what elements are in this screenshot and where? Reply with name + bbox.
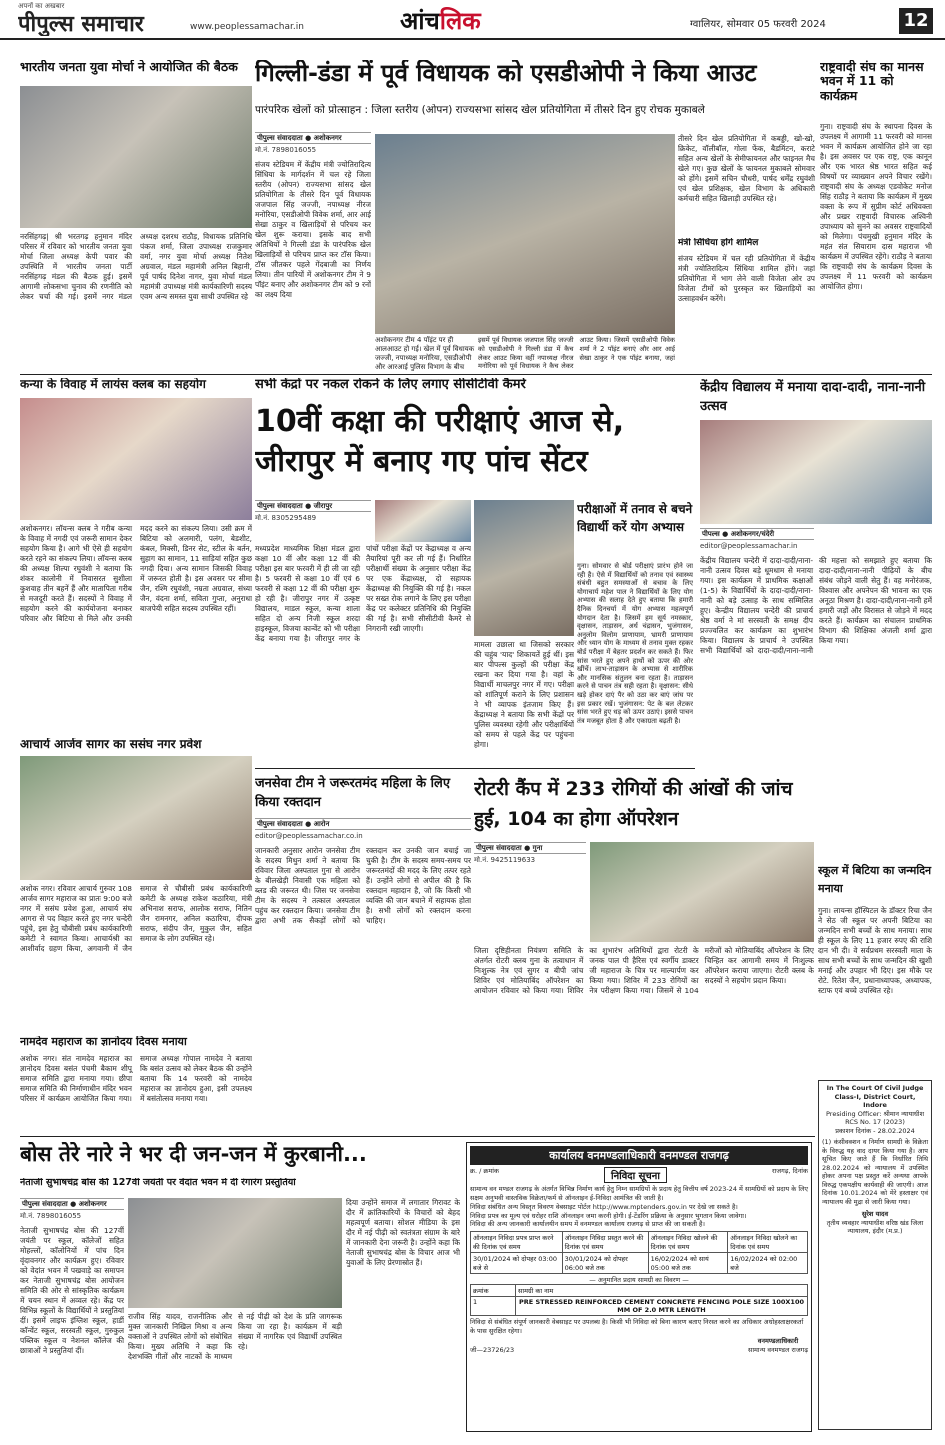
- court-title: In The Court Of Civil Judge Class-I, District Court, Indore: [826, 1084, 924, 1109]
- rotary-byline: पीपुल्स संवाददाता ● गुना: [474, 842, 586, 854]
- netaji-body-1: नेताजी सुभाषचंद्र बोस की 127वीं जयंती पर स्कूल, कॉलेजों सहित मोहल्लों, कॉलोनियों में पांच दिन वृंदावनगर और कार्यक्रम हुए। रविवार को वेदांत भवन में पखवाड़े का समापन कर नेताजी सुभाषचंद्र बोस आयोजन समिति की ओर से सांस्कृतिक कार्यक्रम में चयन स्थान में अव्वल रहे। केंद्र पर विभिन्न स्कूलों के विद्यार्थियों ने प्रस्तुतियां दीं। इसमें लाइफ इंग्लिश स्कूल, हार्डी कॉन्वेंट स्कूल, सरस्वती स्कूल, गुरुकुल पब्लिक स्कूल व नेशनल कॉलेज की छात्राओं ने प्रस्तुतियां दीं।: [20, 1226, 124, 1355]
- namdev-headline: नामदेव महाराज का ज्ञानोदय दिवस मनाया: [20, 1036, 187, 1048]
- page-number: 12: [899, 8, 933, 34]
- netaji-mobile: मो.नं. 7898016055: [20, 1212, 82, 1220]
- gilli-photo: [375, 134, 675, 334]
- arjav-headline: आचार्य आर्जव सागर का ससंघ नगर प्रवेश: [20, 738, 202, 751]
- bjym-photo: [20, 86, 252, 228]
- divider: [20, 374, 932, 375]
- arjav-photo: [20, 756, 252, 880]
- lions-headline: कन्या के विवाह में लायंस क्लब का सहयोग: [20, 378, 206, 391]
- court-sign: सुरेश यादव: [861, 1210, 889, 1218]
- rss-headline: राष्ट्रवादी संघ का मानस भवन में 11 को कार्यक्रम: [820, 60, 924, 103]
- bjym-headline: भारतीय जनता युवा मोर्चा ने आयोजित की बैठक: [20, 60, 238, 74]
- kv-headline: केंद्रीय विद्यालय में मनाया दादा-दादी, नाना-नानी उत्सव: [700, 380, 926, 414]
- bjym-body: नरसिंहगढ़| श्री भरतगढ़ हनुमान मंदिर परिसर में रविवार को भारतीय जनता युवा मोर्चा जिला अध्यक्ष केपी पवार की उपस्थिति में भारतीय जनता पार्टी नरसिंहगढ़ मंडल की बैठक हुई। इसमें आगामी लोकसभा चुनाव की रणनीति को लेकर चर्चा की गई। इसमें नगर मंडल अध्यक्ष दशरथ राठौड़, विधायक प्रतिनिधि पंकज शर्मा, जिला उपाध्यक्ष राजकुमार वर्मा, नगर युवा मोर्चा अध्यक्ष नितेश अग्रवाल, मंडल महामंत्री अनिल बिहानी, पूर्व पार्षद दिनेश नागर, युवा मोर्चा मंडल महामंत्री उपाध्यक्ष मंत्री कार्यकारिणी सदस्य एवम अन्य समस्त युवा साथी उपस्थित रहे: [20, 232, 252, 301]
- tender-list-label: — अनुमानित प्रदाय सामग्री का विवरण —: [589, 1275, 689, 1284]
- brand-tagline: अपनों का अखबार: [18, 2, 65, 10]
- court-notice: [818, 1080, 932, 1430]
- kv-photo: [700, 420, 932, 524]
- website-url[interactable]: www.peoplessamachar.in: [190, 22, 304, 32]
- netaji-subhead: नेताजी सुभाषचंद्र बोस की 127वीं जयंती पर वेदांत भवन में दीं रंगारंग प्रस्तुतियां: [20, 1178, 296, 1188]
- cctv-mobile: मो.नं. 8305295489: [255, 514, 317, 522]
- tender-intro: सामान्य वन मण्डल राजगढ़ के अंतर्गत विभिन्न निर्माण कार्य हेतु निम्न सामग्रियों के प्रदाय हेतु वित्तीय वर्ष 2023-24 में सामग्रियों को प्रदाय के लिए सक्षम अनुभवी वास्तविक विक्रेता/फर्म से ऑनलाइन ई-निविदा आमंत्रित की जाती है।: [470, 1185, 808, 1202]
- court-date: प्रकाशन दिनांक - 28.02.2024: [835, 1126, 915, 1135]
- court-sign-sub: तृतीय व्यवहार न्यायाधीश वरिष्ठ खंड जिला न्यायालय, इंदौर (म.प्र.): [826, 1218, 924, 1235]
- gilli-body-4: संजय स्टेडियम में चल रही प्रतियोगिता में केंद्रीय मंत्री ज्योतिरादित्य सिंधिया शामिल होंगे। जहां प्रतियोगिता में भाग लेने वाली विजेता ओर उप विजेता टीमों को पुरस्कृत कर खिलाड़ियों का उत्साहवर्धन करेंगे।: [678, 254, 815, 303]
- gilli-subhead: पारंपरिक खेलों को प्रोत्साहन : जिला स्तरीय (ओपन) राज्यसभा सांसद खेल प्रतियोगिता में तीसरे दिन हुए रोचक मुकाबले: [255, 104, 705, 116]
- gilli-body-1: संजय स्टेडियम में केंद्रीय मंत्री ज्योतिरादित्य सिंधिया के मार्गदर्शन में चल रहे जिला स्तरीय (ओपन) राज्यसभा सांसद खेल प्रतियोगिता के तीसरे दिन पूर्व विधायक जजपाल सिंह जज्जी, नपाध्यक्ष नीरज मनोरिया, एसडीओपी विवेक शर्मा, आर आई सेखा ठाकुर व खिलाड़ियों से परिचय कर खेल शुरू कराया। इसके बाद सभी अतिथियों ने गिल्ली डंडा के पारंपरिक खेल खिलाड़ियों से परिचय प्राप्त कर टॉस किया। टॉस जीतकर पहले गेंदबाजी का निर्णय लिया। तीन पारियों में अशोकनगर टीम ने 9 पॉइंट बनाए और अशोकनगर टीम को 9 रनों का लक्ष्य दिया: [255, 160, 371, 299]
- raktdaan-email[interactable]: editor@peoplessamachar.co.in: [255, 832, 363, 840]
- raktdaan-headline: जनसेवा टीम ने जरूरतमंद महिला के लिए किया रक्तदान: [255, 776, 451, 810]
- tender-point-2: निविदा प्रपत्र का मूल्य एवं धरोहर राशि ऑनलाइन जमा करनी होगी। ई-टेंडरिंग प्रक्रिया के अनुसार भुगतान किया जावेगा।: [470, 1211, 747, 1220]
- tender-item-th: क्रमांक: [471, 1285, 516, 1297]
- tender-th: ऑनलाइन निविदा खोलने की दिनांक एवं समय: [648, 1231, 728, 1252]
- namdev-body: अशोक नगर। संत नामदेव महाराज का ज्ञानोदय दिवस बसंत पंचमी बैकाम शीपू समाज समिति द्वारा मनाया गया। छीपा समाज समिति की निर्माणाधीन मंदिर भवन परिसर में कार्यक्रम आयोजित किया गया। समाज अध्यक्ष गोपाल नामदेव ने बताया कि बसंत उत्सव को लेकर बैठक की उन्होंने बताया कि 14 फरवरी को नामदेव महाराज का ज्ञानोदय हुआ, इसी उपलक्ष्य में बसंतोत्सव मनाया गया।: [20, 1054, 252, 1103]
- cctv-body-2: मामला उछाला था जिसको सरकार की चहुंब 'याद' शिकायतें हुई थीं। इस बार पीपल्स कुल्हों की परीक्षा केंद्र रखना कर दिया गया है। वहां के विद्यार्थी माचलपुर नगर में गए। परीक्षा को शांतिपूर्ण कराने के लिए प्रशासन ने भी व्यापक इंतजाम किए हैं। केंद्राध्यक्ष ने बताया कि सभी केंद्रों पर पुलिस व्यवस्था रहेगी और परीक्षार्थियों को समय से पहले केंद्र पर पहुंचना होगा।: [474, 640, 574, 749]
- school-headline: स्कूल में बिटिया का जन्मदिन मनाया: [818, 864, 932, 895]
- netaji-body-2: राजीव सिंह यादव, राजनीतिक और मुक्त जानकारी निखिल मिश्रा व अन्य वक्ताओं ने उपस्थित लोगों को संबोधित किया। मुख्य अतिथि ने कहा कि देशभक्ति गीतों और नाटकों के माध्यम से नई पीढ़ी को देश के प्रति जागरूक किया जा रहा है। कार्यक्रम में बड़ी संख्या में नागरिक एवं विद्यार्थी उपस्थित रहे।: [128, 1312, 342, 1361]
- tender-place: राजगढ़, दिनांक: [771, 1167, 808, 1175]
- tender-point-1: निविदा संबंधित अन्य विस्तृत विवरण वेबसाइट पोर्टल http://www.mptenders.gov.in पर देखे जा सकते है।: [470, 1203, 738, 1211]
- school-body: गुना। लायन्स हॉस्पिटल के डॉक्टर रिचा जैन ने सेठ जी स्कूल पर अपनी बिटिया का जन्मदिन सभी बच्चों के साथ मनाया। साथ ही स्कूल के लिए 11 हजार रुपए की राशि दान भी दी। वे सर्वप्रथम सरस्वती माता के साथ सभी बच्चों के साथ जन्मदिन की खुशी मनाई और उपहार भी दिए। इस मौके पर रोटे. रितेश जैन, प्रधानाध्यापक, अध्यापक, स्टाफ एवं बच्चे उपस्थित रहे।: [818, 906, 932, 995]
- kv-email[interactable]: editor@peoplessamachar.in: [700, 542, 798, 550]
- gilli-body-2: इसमें पूर्व विधायक जजपाल सिंह जज्जी को एसडीओपी ने गिल्ली डंडा में कैच लेकर आउट किया वहीं नपाध्यक्ष नीरज मनोरिया को पूर्व विधायक ने कैच लेकर आउट किया। जिसमें एसडीओपी विवेक शर्मा ने 2 पॉइंट बनाएं और आर आई सेखा ठाकुर ने एक पॉइंट बनाया, जहां: [478, 336, 675, 371]
- rotary-mobile: मो.नं. 9425119633: [474, 856, 536, 864]
- tender-item-th: सामग्री का नाम: [516, 1285, 808, 1297]
- lions-body: अशोकनगर। लॉयन्स क्लब ने गरीब कन्या के विवाह में नगदी एवं जरूरी सामान देकर सहयोग किया है। आगे भी ऐसे ही सहयोग करते रहने का संकल्प लिया। लॉयन्स क्लब की अध्यक्ष शिल्पा रघुवंशी ने बताया कि शंकर कालोनी में निवासरत सुशीला कुशवाह तीन बहनें हैं और मातापिता गरीब से मजदूरी करते हैं। सदस्यों ने विवाह में सहयोग करने की कार्ययोजना बनाकर परिवार और बिटिया से मिले और उनकी मदद करने का संकल्प लिया। उसी क्रम में बिटिया को अलमारी, पलंग, बेडशीट, कंबल, मिक्सी, डिनर सेट, स्टील के बर्तन, सुहाग का सामान, 11 साड़ियां सहित कुछ नगदी दिया। अन्य सामान जिसकी विवाह में जरूरत होती है। इस अवसर पर सीमा जैन, रश्मि रघुवंशी, नम्रता अग्रवाल, संध्या जैन, वंदना शर्मा, सविता गुप्ता, अनुराधा बाजपेयी सहित सदस्य उपस्थित रहीं।: [20, 524, 252, 623]
- tender-td: 30/01/2024 को दोपहर 06:00 बजे तक: [562, 1252, 648, 1273]
- tender-th: ऑनलाइन निविदा प्रपत्र प्राप्त करने की दिनांक एवं समय: [471, 1231, 563, 1252]
- raktdaan-byline: पीपुल्स संवाददाता ● आरोन: [255, 818, 471, 830]
- raktdaan-body: जानकारी अनुसार आरोन जनसेवा टीम के सदस्य मिथुन शर्मा ने बताया कि रविवार जिला अस्पताल गुना से आरोन के बीलखेड़ी निवासी एक महिला को ब्लड की जरूरत थी। जिस पर जनसेवा टीम के सदस्य ने तत्काल अस्पताल पहुंच कर रक्तदान किया। जनसेवा टीम द्वारा अभी तक सैकड़ों लोगों को रक्तदान कर उनकी जान बचाई जा चुकी है। टीम के सदस्य समय-समय पर जरूरतमंदों की मदद के लिए तत्पर रहते हैं। उन्होंने लोगों से अपील की है कि रक्तदान महादान है, जो कि किसी भी व्यक्ति की जान बचाने में सहायक होता है। सभी लोगों को रक्तदान करना चाहिए।: [255, 846, 471, 925]
- yoga-headline-visible: परीक्षाओं में तनाव से बचने विद्यार्थी करें योग अभ्यास: [577, 502, 693, 534]
- section-title-a: आंच: [400, 7, 440, 35]
- tender-th: ऑनलाइन निविदा प्रस्तुत करने की दिनांक एवं समय: [562, 1231, 648, 1252]
- gilli-headline: गिल्ली-डंडा में पूर्व विधायक को एसडीओपी ने किया आउट: [255, 60, 757, 87]
- rotary-photo: [590, 842, 814, 942]
- tender-ref: जी—23726/23: [470, 1345, 515, 1354]
- cctv-photo: [375, 500, 471, 542]
- netaji-byline: पीपुल्स संवाददाता ● अशोकनगर: [20, 1198, 124, 1210]
- gilli-body-3: तीसरे दिन खेल प्रतियोगिता में कबड्डी, खो-खो, क्रिकेट, वॉलीबॉल, गोला फेंक, बैडमिंटन, कराटे सहित अन्य खेलों के सेमीफायनल और फाइनल मैच खेले गए। कुछ खेलों के फायनल मुकाबले सोमवार को होंगे। इसमें सचिन चौधरी, पार्षद धर्मेंद्र रघुवंशी एवं खेल प्रशिक्षक, खेल विभाग के अधिकारी कर्मचारी सहित खिलाड़ी उपस्थित रहे।: [678, 134, 815, 203]
- tender-title: निविदा सूचना: [604, 1167, 667, 1183]
- kv-body: केंद्रीय विद्यालय चन्देरी में दादा-दादी/नाना-नानी उत्सव दिवस बड़े धूमधाम से मनाया गया। इस कार्यक्रम में प्राथमिक कक्षाओं (1-5) के विद्यार्थियों के दादा-दादी/नाना-नानी को बड़े उत्साह के साथ सम्मिलित हुए। केन्द्रीय विद्यालय चन्देरी की प्राचार्य श्रेष्ठ वर्मा ने मां सरस्वती के समक्ष दीप प्रज्ज्वलित कर कार्यक्रम का शुभारंभ किया। विद्यालय के प्राचार्य ने उपस्थित सभी विद्यार्थियों को दादा-दादी/नाना-नानी की महत्ता को समझाते हुए बताया कि दादा-दादी/नाना-नानी पीढ़ियों के बीच संबंध जोड़ने वाली सेतु हैं। वह मनोरंजक, विश्वास और अपनेपन की भावना का एक अनूठा मिश्रण है। दादा-दादी/नाना-नानी हमें हमारी जड़ों और विरासत से जोड़ने में मदद करते हैं। कार्यक्रम का संचालन प्राथमिक विभाग की शिक्षिका अंजली शर्मा द्वारा किया गया।: [700, 556, 932, 655]
- tender-schedule-table: [470, 1231, 808, 1274]
- netaji-photo-caption: दिया उन्होंने समाज में लगातार गिरावट के दौर में क्रांतिकारियों के विचारों को बेहद महत्वपूर्ण बताया। सोशल मीडिया के इस दौर में नई पीढ़ी को स्वतंत्रता संग्राम के बारे में जानकारी देना जरूरी है। उन्होंने कहा कि नेताजी सुभाषचंद्र बोस के विचार आज भी युवाओं के लिए प्रेरणास्रोत हैं।: [346, 1198, 460, 1267]
- cctv-body-1: मध्यप्रदेश माध्यमिक शिक्षा मंडल द्वारा कक्षा 10 वीं और कक्षा 12 वीं की परीक्षा इस बार फरवरी में ही ली जा रही है। 5 फरवरी से कक्षा 10 वीं एवं 6 फरवरी से कक्षा 12 वीं की परीक्षा शुरू हो रही है। जीरापुर नगर में उत्कृष्ट विद्यालय, माडल स्कूल, कन्या शाला सहित दो अन्य निजी स्कूल शरदा हाइस्कूल, विजया कान्वेंट को भी परीक्षा केंद्र बनाया गया है। जीरापुर नगर के पांचों परीक्षा केंद्रों पर केंद्राध्यक्ष व अन्य तैयारियां पूरी कर ली गई हैं। निर्धारित परीक्षार्थी संख्या के अनुसार परीक्षा केंद्र पर एक केंद्राध्यक्ष, दो सहायक केंद्राध्यक्ष की नियुक्ति की गई है। नकल पर सख्त रोक लगाने के लिए इस परीक्षा केंद्र पर कलेक्टर प्रतिनिधि की नियुक्ति की गई है। सभी सीसीटीवी कैमरे से निगरानी रखी जाएगी।: [255, 544, 471, 643]
- netaji-photo: [128, 1198, 342, 1308]
- tender-td: 16/02/2024 को सायं 05:00 बजे तक: [648, 1252, 728, 1273]
- tender-kr: क्र. / क्रमांक: [470, 1167, 499, 1175]
- gilli-photo-caption: अशोकनगर टीम 4 पॉइंट पर ही आलआउट हो गई। खेल में पूर्व विधायक जज्जी, नपाध्यक्ष मनोरिया, एसडीओपी और आरआई पुलिस विभाग के बीच: [375, 336, 475, 371]
- tender-notice: [466, 1142, 812, 1432]
- tender-note: निविदा से संबंधित संपूर्ण जानकारी वेबसाइट पर उपलब्ध है। किसी भी निविदा को बिना कारण बताए निरस्त करने का अधिकार अधोहस्ताक्षरकर्ता के पास सुरक्षित रहेगा।: [470, 1318, 804, 1335]
- divider: [20, 1136, 815, 1137]
- court-body: (1) कंसीवक्शन व निर्माण सामग्री के विक्रेता के विरुद्ध यह वाद दायर किया गया है। आप सूचित किए जाते हैं कि निर्धारित तिथि 28.02.2024 को न्यायालय में उपस्थित होकर अपना पक्ष प्रस्तुत करें अन्यथा आपके विरुद्ध एकपक्षीय कार्यवाही की जाएगी। आज दिनांक 10.01.2024 को मेरे हस्ताक्षर एवं न्यायालय की मुद्रा से जारी किया गया।: [822, 1138, 928, 1206]
- tender-td: 16/02/2024 को 02:00 बजे: [728, 1252, 808, 1273]
- court-case: RCS No. 17 (2023): [845, 1118, 905, 1126]
- brand-logo: पीपुल्स समाचार: [18, 11, 144, 36]
- tender-item-no: 1: [471, 1297, 516, 1316]
- divider: [255, 768, 695, 769]
- netaji-headline: बोस तेरे नारे ने भर दी जन-जन में कुरबानी...: [20, 1142, 367, 1166]
- tender-office: कार्यालय वनमण्डलाधिकारी वनमण्डल राजगढ़: [470, 1146, 808, 1165]
- section-title-b: लिक: [439, 7, 481, 35]
- rotary-headline: रोटरी कैंप में 233 रोगियों की आंखों की जांच हुई, 104 का होगा ऑपरेशन: [474, 778, 793, 830]
- arjav-body: अशोक नगर। रविवार आचार्य गुरुवर 108 आर्जव सागर महाराज का प्रातः 9:00 बजे नगर में ससंघ प्रवेश हुआ, आचार्य संघ आगरा से पद विहार करते हुए नगर चन्देरी पहुंचे, इस हेतु चौबीसी प्रबंध कार्यकारिणी कमेटी ने स्वागत किया। आचार्यश्री का आशीर्वाद ग्रहण किया, अगवानी में जैन समाज से चौबीसी प्रबंध कार्यकारिणी कमेटी के अध्यक्ष राकेश कठारिया, मंत्री अभिनाश सराफ, आलोक सराफ, नितिन जैन रामनगर, अनिल कठारिया, दीपक सराफ, संदीप जैन, मुकुल जैन, सहित समाज के लोग उपस्थित रहे।: [20, 884, 252, 953]
- gilli-subtitle-2: मंत्री सिंधिया होंगे शामिल: [678, 238, 759, 248]
- cctv-headline: 10वीं कक्षा की परीक्षाएं आज से, जीरापुर में बनाए गए पांच सेंटर: [255, 404, 625, 479]
- cctv-kicker: सभी केंद्रों पर नकल रोकने के लिए लगाए सीसीटीवी कैमरे: [255, 378, 526, 392]
- court-presiding: Presiding Officer: श्रीमान न्यायाधीश: [825, 1109, 924, 1118]
- section-title: [400, 4, 560, 36]
- yoga-body-1: गुना। सोमवार से बोर्ड परीक्षाएं प्रारंभ होने जा रही है। ऐसे में विद्यार्थियों को तनाव एवं स्वास्थ्य संबंधी बहुत समस्याओं से बचाव के लिए योगाचार्य महेश पाल ने विद्यार्थियों के लिए योग अभ्यास की सलाह देते हुए बताया कि हमारी दैनिक दिनचर्या में योग अभ्यास महत्वपूर्ण योगदान देता है। जिसमें हम सूर्य नमस्कार, वृक्षासन, ताड़ासन, अर्ध चंद्रासन, भुजंगासन, अनुलोम विलोम प्राणायाम, भ्रामरी प्राणायाम और ध्यान योग के माध्यम से तनाव मुक्त रहकर बोर्ड परीक्षा में बेहतर प्रदर्शन कर सकते हैं। फिर सांस भरते हुए अपने हाथों को ऊपर की ओर खींचें। लाभ-ताड़ासन के अभ्यास से शारीरिक और मानसिक संतुलन बना रहता है। ताड़ासन करने से पाचन तंत्र सही रहता है। वृक्षासन: सीधे खड़े होकर दाएं पैर को उठा कर बाएं जांघ पर इस प्रकार रखें। भुजंगासन: पेट के बल लेटकर सांस भरते हुए धड़ को ऊपर उठाएं। इससे पाचन तंत्र मजबूत होता है और एकाग्रता बढ़ती है।: [577, 562, 693, 725]
- rss-body: गुना। राष्ट्रवादी संघ के स्थापना दिवस के उपलक्ष्य में आगामी 11 फरवरी को मानस भवन में कार्यक्रम आयोजित होने जा रहा है। इस अवसर पर एक राष्ट्र, एक कानून और एक भारत श्रेष्ठ भारत सहित कई विषयों पर व्याख्यान अपने विचार रखेंगे। राष्ट्रवादी संघ के अध्यक्ष एडवोकेट मनोज सिंह राठौड़ ने बताया कि कार्यक्रम में मुख्य वक्ता के रूप में सुप्रीम कोर्ट अधिवक्ता और प्रखर राष्ट्रवादी विचारक अश्विनी उपाध्याय को सुनने का अवसर राष्ट्रवादियों को मिलेगा। पंचमुखी हनुमान मंदिर के महंत संत सियाराम दास महाराज भी कार्यक्रम में उपस्थित रहेंगे। राठौड़ ने बताया कि राष्ट्रवादी संघ के कार्यक्रम दिवस के उपलक्ष्य में 11 फरवरी को कार्यक्रम आयोजित होगा।: [820, 122, 932, 291]
- cctv-classroom-photo: [474, 500, 574, 636]
- tender-th: ऑनलाइन निविदा खोलने का दिनांक एवं समय: [728, 1231, 808, 1252]
- gilli-byline: पीपुल्स संवाददाता ● अशोकनगर: [255, 132, 371, 144]
- tender-items-table: [470, 1284, 808, 1316]
- kv-byline: पीपल्स ● अशोकनगर/चंदेरी: [700, 528, 814, 540]
- tender-sign-sub: सामान्य वनमण्डल राजगढ़: [747, 1345, 808, 1354]
- rotary-body: जिला दृष्टिहीनता नियंत्रण समिति के अंतर्गत रोटरी क्लब गुना के तत्वाधान में निःशुल्क नेत्र एवं सुगर व बीपी जांच शिविर एवं मोतियाबिंद ऑपरेशन का आयोजन रविवार को किया गया। शिविर का शुभारंभ अतिथियों द्वारा रोटरी के जनक पाल पी हैरिस एवं स्वर्गीय डाक्टर जी महाराज के चित्र पर माल्यार्पण कर किया गया। शिविर में 233 रोगियों का नेत्र परीक्षण किया गया। जिसमें से 104 मरीजों को मोतियाबिंद ऑपरेशन के लिए चिन्हित कर आगामी समय में निःशुल्क ऑपरेशन कराया जाएगा। रोटरी क्लब के सदस्यों ने सहयोग प्रदान किया।: [474, 946, 814, 995]
- tender-td: 30/01/2024 को दोपहर 03:00 बजे से: [471, 1252, 563, 1273]
- tender-point-3: निविदा की अन्य जानकारी कार्यालयीन समय में वनमण्डल कार्यालय राजगढ़ से प्राप्त की जा सकती है।: [470, 1220, 705, 1228]
- tender-sign: वनमण्डलाधिकारी: [757, 1337, 799, 1345]
- tender-item-name: PRE STRESSED REINFORCED CEMENT CONCRETE FENCING POLE SIZE 100X100 MM OF 2.0 MTR LENGTH: [516, 1297, 808, 1316]
- issue-date: ग्वालियर, सोमवार 05 फरवरी 2024: [690, 19, 826, 30]
- cctv-byline: पीपुल्स संवाददाता ● जीरापुर: [255, 500, 371, 512]
- masthead: [0, 0, 945, 40]
- lions-photo: [20, 398, 252, 520]
- gilli-mobile: मो.नं. 7898016055: [255, 146, 317, 154]
